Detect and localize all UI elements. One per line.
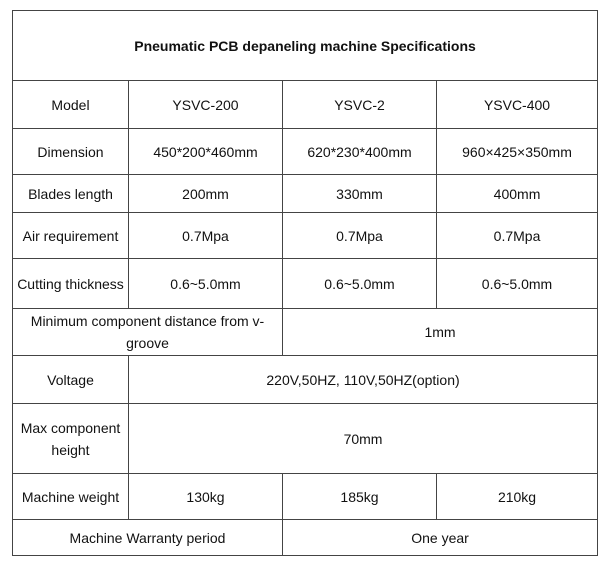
- model-value-2: YSVC-2: [283, 81, 437, 129]
- table-row-air-requirement: [13, 213, 598, 259]
- model-value-1: YSVC-200: [129, 81, 283, 129]
- model-value-3: YSVC-400: [437, 81, 598, 129]
- row-label-min-component-distance: Minimum component distance from v-groove: [13, 309, 283, 356]
- table-row-voltage: [13, 356, 598, 404]
- cutting-thickness-value-2: 0.6~5.0mm: [283, 259, 437, 309]
- machine-weight-value-3: 210kg: [437, 474, 598, 520]
- blades-length-value-2: 330mm: [283, 175, 437, 213]
- table-row-blades-length: [13, 175, 598, 213]
- table-row-cutting-thickness: [13, 259, 598, 309]
- dimension-value-1: 450*200*460mm: [129, 129, 283, 175]
- min-component-distance-value: 1mm: [283, 309, 598, 356]
- table-row-dimension: [13, 129, 598, 175]
- row-label-voltage: Voltage: [13, 356, 129, 404]
- air-requirement-value-1: 0.7Mpa: [129, 213, 283, 259]
- row-label-dimension: Dimension: [13, 129, 129, 175]
- voltage-value: 220V,50HZ, 110V,50HZ(option): [129, 356, 598, 404]
- specifications-table: [12, 10, 598, 556]
- machine-weight-value-1: 130kg: [129, 474, 283, 520]
- row-label-cutting-thickness: Cutting thickness: [13, 259, 129, 309]
- air-requirement-value-2: 0.7Mpa: [283, 213, 437, 259]
- table-row-min-component-distance: [13, 309, 598, 356]
- table-row-model: [13, 81, 598, 129]
- warranty-value: One year: [283, 520, 598, 556]
- cutting-thickness-value-1: 0.6~5.0mm: [129, 259, 283, 309]
- machine-weight-value-2: 185kg: [283, 474, 437, 520]
- cutting-thickness-value-3: 0.6~5.0mm: [437, 259, 598, 309]
- row-label-blades-length: Blades length: [13, 175, 129, 213]
- dimension-value-3: 960×425×350mm: [437, 129, 598, 175]
- dimension-value-2: 620*230*400mm: [283, 129, 437, 175]
- blades-length-value-1: 200mm: [129, 175, 283, 213]
- table-row-warranty: [13, 520, 598, 556]
- max-component-height-value: 70mm: [129, 404, 598, 474]
- table-row-max-component-height: [13, 404, 598, 474]
- title-row: [13, 11, 598, 81]
- table-title: Pneumatic PCB depaneling machine Specifications: [13, 11, 598, 81]
- row-label-machine-weight: Machine weight: [13, 474, 129, 520]
- table-row-machine-weight: [13, 474, 598, 520]
- row-label-model: Model: [13, 81, 129, 129]
- row-label-air-requirement: Air requirement: [13, 213, 129, 259]
- air-requirement-value-3: 0.7Mpa: [437, 213, 598, 259]
- blades-length-value-3: 400mm: [437, 175, 598, 213]
- row-label-warranty: Machine Warranty period: [13, 520, 283, 556]
- row-label-max-component-height: Max component height: [13, 404, 129, 474]
